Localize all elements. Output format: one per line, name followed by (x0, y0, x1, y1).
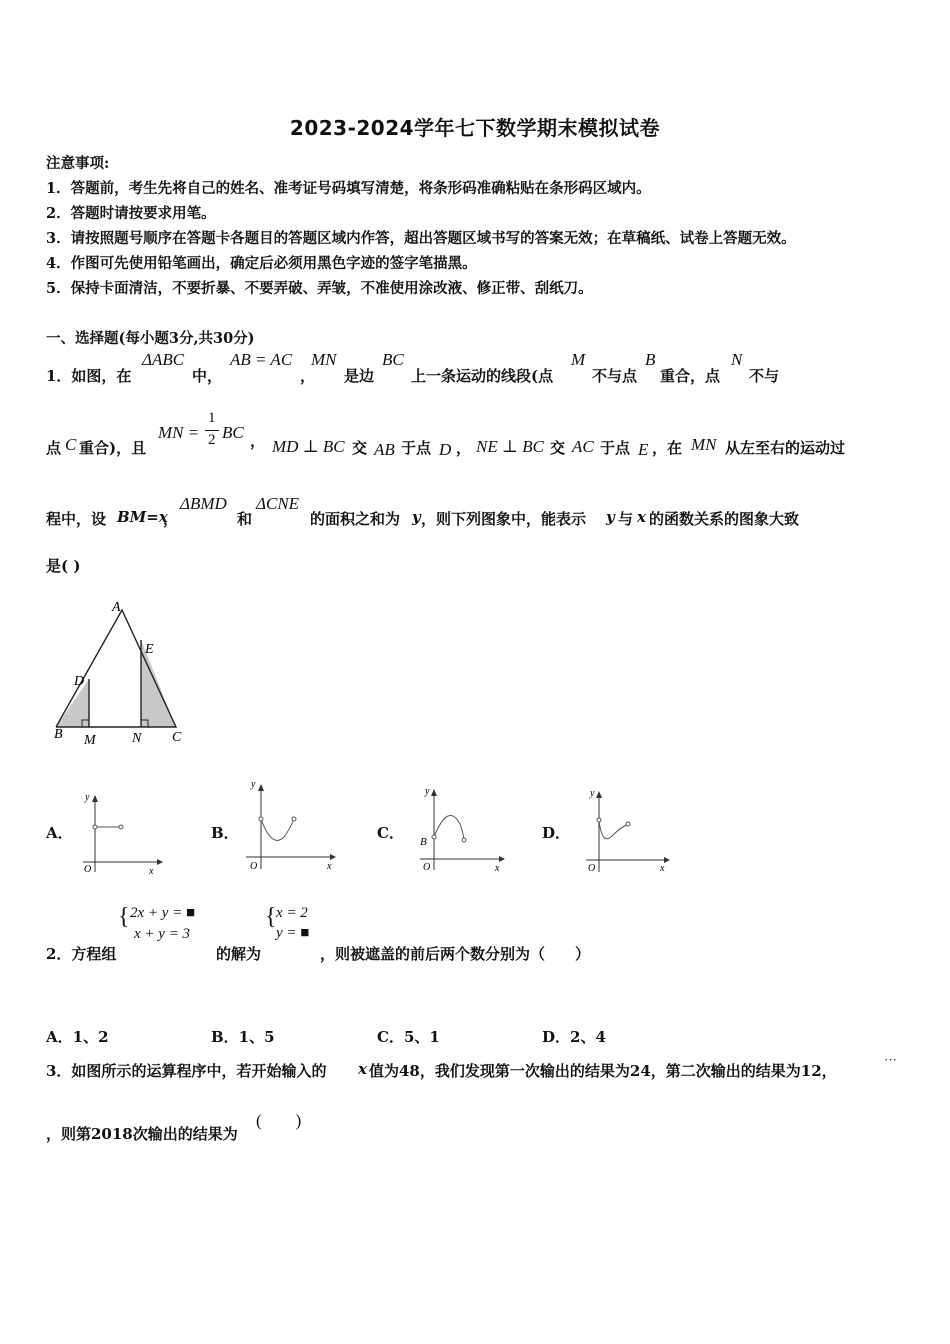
endpoint (462, 838, 466, 842)
label-a: A (112, 600, 121, 615)
q1-text: 是边 (344, 367, 375, 385)
curve (599, 820, 628, 839)
fraction-denominator: 2 (208, 432, 216, 448)
y-label: y (590, 788, 595, 799)
label-d: D (74, 674, 85, 689)
q1-math: MN = (158, 423, 200, 442)
q1-text: 不与点 (592, 367, 638, 385)
q1-math: E (638, 440, 649, 459)
q3-ellipsis: ··· (884, 1052, 897, 1067)
q1-text: 于点 (401, 439, 432, 457)
q3-answer-paren: ( ) (256, 1111, 302, 1130)
y-axis-arrow (92, 795, 98, 802)
q1-math: B (645, 350, 656, 369)
q2-text: ，则被遮盖的前后两个数分别为（ ） (320, 945, 591, 963)
label-b: B (54, 727, 63, 742)
q2-text: 的解为 (216, 945, 262, 963)
q1-math: M (571, 350, 586, 369)
x-axis-arrow (664, 857, 670, 863)
endpoint (432, 835, 436, 839)
label-e: E (145, 642, 154, 657)
label-n: N (132, 731, 142, 746)
endpoint (119, 825, 123, 829)
q1-math: BC (222, 423, 244, 442)
q2-equation-2: x + y = 3 (134, 926, 191, 942)
q1-math: ΔCNE (256, 494, 300, 513)
x-axis-arrow (499, 856, 505, 862)
q1-graph-d (580, 784, 675, 879)
q1-math: AB = AC (230, 350, 293, 369)
q1-math: AB (374, 440, 395, 459)
curve (261, 819, 294, 840)
fraction-bar (205, 430, 219, 431)
q2-option-d[interactable]: D．2、4 (542, 1028, 606, 1046)
q1-math: BC (382, 350, 404, 369)
b-label: B (420, 836, 427, 848)
x-axis-arrow (330, 854, 336, 860)
endpoint (597, 818, 601, 822)
q1-math: C (65, 435, 77, 454)
endpoint (259, 817, 263, 821)
q2-option-b[interactable]: B．1、5 (211, 1028, 275, 1046)
q1-math: D (439, 440, 452, 459)
q1-variable: y (412, 508, 421, 526)
y-axis-arrow (596, 791, 602, 798)
q1-math: ΔABC (142, 350, 185, 369)
origin-label: O (250, 861, 258, 872)
y-label: y (85, 792, 90, 803)
system-brace: { (118, 904, 130, 930)
x-label: x (495, 863, 500, 874)
q1-graph-b (240, 777, 340, 877)
q1-text: 从左至右的运动过 (725, 439, 846, 457)
notice-item-4: 4．作图可先使用铅笔画出，确定后必须用黑色字迹的签字笔描黑。 (46, 255, 477, 272)
q1-graph-a (75, 790, 165, 880)
q2-option-a[interactable]: A．1、2 (46, 1028, 109, 1046)
q1-variable: BM=x (117, 508, 168, 526)
q1-variable: x (637, 508, 646, 526)
x-axis-arrow (157, 859, 163, 865)
origin-label: O (423, 862, 431, 873)
curve (434, 816, 464, 840)
notice-item-5: 5．保持卡面清洁，不要折暴、不要弄破、弄皱，不准使用涂改液、修正带、刮纸刀。 (46, 280, 593, 297)
q1-text: 重合)，且 (79, 439, 147, 457)
q1-text: ， (250, 432, 266, 450)
q1-text: 的函数关系的图象大致 (649, 510, 800, 528)
q1-text: ， (300, 367, 316, 385)
endpoint (626, 822, 630, 826)
y-label: y (425, 786, 430, 797)
q1-text: 程中，设 (46, 510, 107, 528)
q1-option-a[interactable]: A． (46, 824, 73, 842)
q1-text: ， (163, 510, 179, 528)
q2-text: 2．方程组 (46, 945, 117, 963)
q1-text: 1．如图，在 (46, 367, 132, 385)
section-heading: 一、选择题(每小题3分,共30分) (46, 330, 255, 347)
q1-text: 点 (46, 439, 62, 457)
q1-text: ， (456, 439, 472, 457)
q1-math: N (731, 350, 743, 369)
origin-label: O (84, 864, 92, 875)
notice-item-3: 3．请按照题号顺序在答题卡各题目的答题区域内作答，超出答题区域书写的答案无效；在草稿纸、试卷上答题无效。 (46, 230, 796, 247)
q1-math: AC (572, 437, 594, 456)
q3-text: 3．如图所示的运算程序中，若开始输入的 (46, 1062, 327, 1080)
q1-math: MN (691, 435, 717, 454)
q1-text: 不与 (749, 367, 780, 385)
q1-text: ，在 (652, 439, 683, 457)
q1-text: ，则下列图象中，能表示 (421, 510, 587, 528)
q2-solution-1: x = 2 (276, 905, 308, 921)
page-title: 2023-2024学年七下数学期末模拟试卷 (289, 116, 661, 140)
endpoint (292, 817, 296, 821)
q1-math: MN (311, 350, 337, 369)
q1-text: 的面积之和为 (310, 510, 401, 528)
q3-text: 值为48，我们发现第一次输出的结果为24，第二次输出的结果为12， (369, 1062, 837, 1080)
q1-math: NE ⊥ BC (476, 437, 544, 456)
y-axis-arrow (258, 784, 264, 791)
q1-math: MD ⊥ BC (272, 437, 345, 456)
q1-text: 重合，点 (660, 367, 721, 385)
q1-text: 中， (192, 367, 223, 385)
q1-triangle-figure (46, 592, 196, 752)
label-c: C (172, 730, 182, 745)
q1-math: ΔBMD (180, 494, 227, 513)
q2-solution-2: y = ■ (276, 925, 310, 941)
system-brace: { (265, 904, 277, 930)
x-label: x (660, 863, 665, 874)
notice-heading: 注意事项: (46, 155, 110, 172)
q1-text: 交 (352, 439, 368, 457)
fraction-numerator: 1 (208, 410, 216, 426)
q3-variable: x (358, 1060, 367, 1078)
q1-option-b[interactable]: B． (211, 824, 239, 842)
q1-line-4: 是( ) (46, 557, 81, 575)
q1-text: 与 (618, 510, 634, 528)
y-axis-arrow (431, 789, 437, 796)
notice-item-2: 2．答题时请按要求用笔。 (46, 205, 216, 222)
q1-text: 交 (550, 439, 566, 457)
q1-text: 于点 (600, 439, 631, 457)
q1-option-c[interactable]: C． (377, 824, 404, 842)
q1-variable: y (606, 508, 615, 526)
x-label: x (327, 861, 332, 872)
q1-option-d[interactable]: D． (542, 824, 571, 842)
y-label: y (251, 779, 256, 790)
q1-text: 和 (237, 510, 253, 528)
label-m: M (84, 733, 96, 748)
q1-text: 上一条运动的线段(点 (411, 367, 554, 385)
origin-label: O (588, 863, 596, 874)
q2-option-c[interactable]: C．5、1 (377, 1028, 440, 1046)
endpoint (93, 825, 97, 829)
notice-item-1: 1．答题前，考生先将自己的姓名、准考证号码填写清楚，将条形码准确粘贴在条形码区域内。 (46, 180, 651, 197)
q1-graph-c (414, 782, 509, 877)
x-label: x (149, 866, 154, 877)
q3-text: ，则第2018次输出的结果为 (46, 1125, 238, 1143)
q2-equation-1: 2x + y = ■ (130, 905, 196, 921)
